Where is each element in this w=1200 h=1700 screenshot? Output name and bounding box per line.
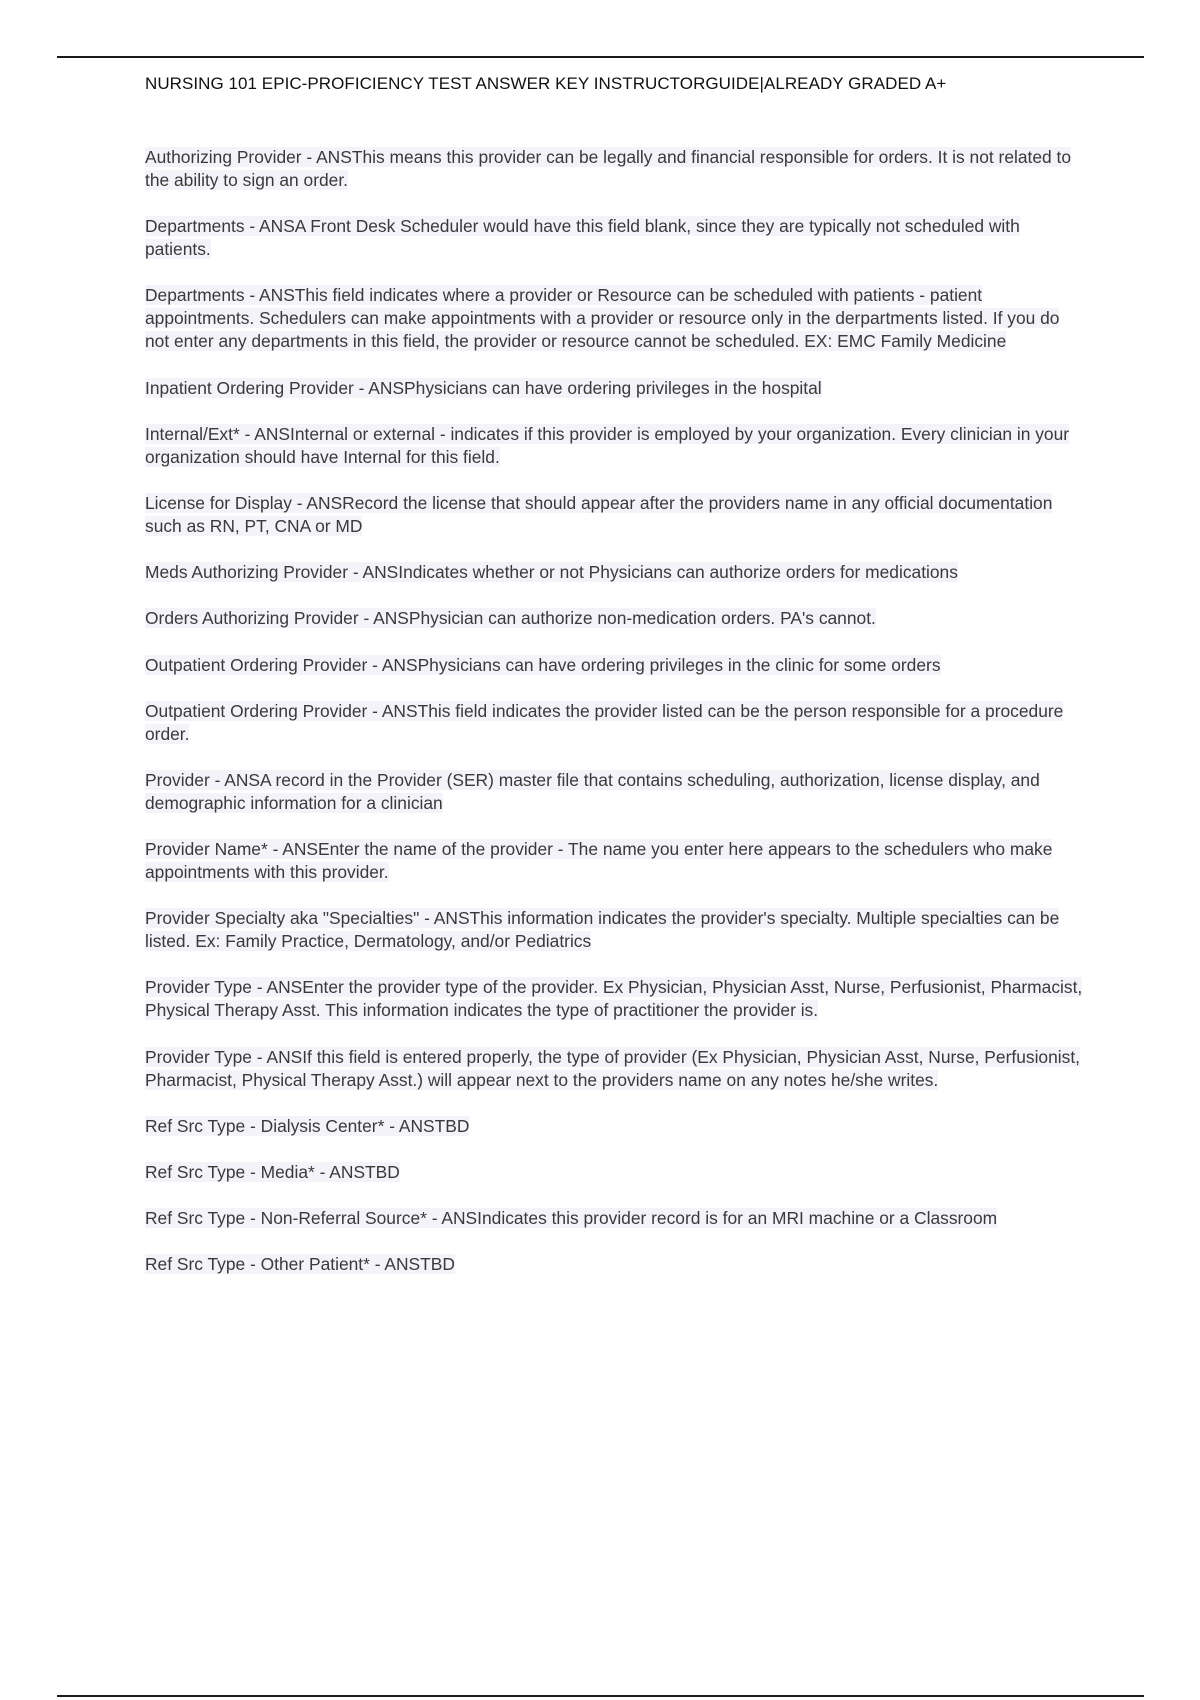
- entry-orders-authorizing-provider: [145, 607, 1085, 630]
- entry-provider-specialty: [145, 907, 1085, 953]
- entry-text: Ref Src Type - Other Patient* - ANSTBD: [145, 1254, 455, 1275]
- entry-ref-src-non-referral: [145, 1207, 1085, 1230]
- entry-text: Departments - ANSThis field indicates where a provider or Resource can be scheduled with patients - patient appointments. Schedulers can make appointments with a provider or resource only in the derpartments listed. If you do not enter any departments in this field, the provider or resource cannot be scheduled. EX: EMC Family Medicine: [145, 285, 1060, 352]
- entry-license-for-display: [145, 492, 1085, 538]
- entry-provider-type-enter: [145, 976, 1085, 1022]
- entry-text: Outpatient Ordering Provider - ANSThis field indicates the provider listed can be the person responsible for a procedure order.: [145, 700, 1064, 744]
- entry-text: Ref Src Type - Media* - ANSTBD: [145, 1162, 400, 1182]
- entry-text: Internal/Ext* - ANSInternal or external - indicates if this provider is employed by your organization. Every clinician in your organization should have Internal for this field.: [145, 423, 1070, 467]
- document-header: NURSING 101 EPIC-PROFICIENCY TEST ANSWER KEY INSTRUCTORGUIDE|ALREADY GRADED A+: [145, 74, 947, 93]
- entry-text: Outpatient Ordering Provider - ANSPhysicians can have ordering privileges in the clinic for some orders: [145, 654, 941, 675]
- entry-text: Authorizing Provider - ANSThis means this provider can be legally and financial responsible for orders. It is not related to the ability to sign an order.: [145, 147, 1072, 190]
- entry-text: Departments - ANSA Front Desk Scheduler would have this field blank, since they are typically not scheduled with patients.: [145, 216, 1020, 260]
- entry-internal-ext: [145, 423, 1085, 469]
- entry-text: Provider Type - ANSEnter the provider type of the provider. Ex Physician, Physician Asst, Nurse, Perfusionist, Pharmacist, Physical Therapy Asst. This information indicates the type of practitioner the provider is.: [145, 977, 1083, 1021]
- entry-text: Ref Src Type - Dialysis Center* - ANSTBD: [145, 1115, 470, 1136]
- entry-text: Provider Name* - ANSEnter the name of the provider - The name you enter here appears to the schedulers who make appointments with this provider.: [145, 839, 1053, 883]
- entry-text: Meds Authorizing Provider - ANSIndicates whether or not Physicians can authorize orders for medications: [145, 562, 958, 583]
- entry-text: Provider Type - ANSIf this field is entered properly, the type of provider (Ex Physician, Physician Asst, Nurse, Perfusionist, Pharmacist, Physical Therapy Asst.) will appear next to the providers name on any notes he/she writes.: [145, 1046, 1080, 1090]
- entry-meds-authorizing-provider: [145, 561, 1085, 584]
- entry-provider: [145, 769, 1085, 815]
- entry-text: License for Display - ANSRecord the license that should appear after the providers name in any official documentation such as RN, PT, CNA or MD: [145, 492, 1053, 536]
- entry-text: Provider - ANSA record in the Provider (SER) master file that contains scheduling, authorization, license display, and demographic information for a clinician: [145, 769, 1040, 813]
- entry-text: Provider Specialty aka "Specialties" - ANSThis information indicates the provider's specialty. Multiple specialties can be listed. Ex: Family Practice, Dermatology, and/or Pediatrics: [145, 908, 1060, 952]
- entry-ref-src-dialysis-center: [145, 1115, 1085, 1138]
- entry-ref-src-other-patient: [145, 1253, 1085, 1276]
- entry-text: Orders Authorizing Provider - ANSPhysician can authorize non-medication orders. PA's cannot.: [145, 608, 876, 629]
- entry-outpatient-ordering-provider-procedure: [145, 700, 1085, 746]
- entry-departments-front-desk: [145, 215, 1085, 261]
- entry-provider-name: [145, 838, 1085, 884]
- entry-outpatient-ordering-provider-clinic: [145, 654, 1085, 677]
- entry-inpatient-ordering-provider: [145, 377, 1085, 400]
- entry-departments-scheduling: [145, 284, 1085, 353]
- entry-text: Ref Src Type - Non-Referral Source* - ANSIndicates this provider record is for an MRI machine or a Classroom: [145, 1208, 998, 1229]
- entry-list: [145, 146, 1085, 1300]
- entry-provider-type-display: [145, 1046, 1085, 1092]
- top-rule: [57, 56, 1144, 58]
- entry-ref-src-media: [145, 1161, 1085, 1184]
- entry-authorizing-provider: [145, 146, 1085, 192]
- bottom-rule: [57, 1695, 1144, 1697]
- entry-text: Inpatient Ordering Provider - ANSPhysicians can have ordering privileges in the hospital: [145, 377, 822, 398]
